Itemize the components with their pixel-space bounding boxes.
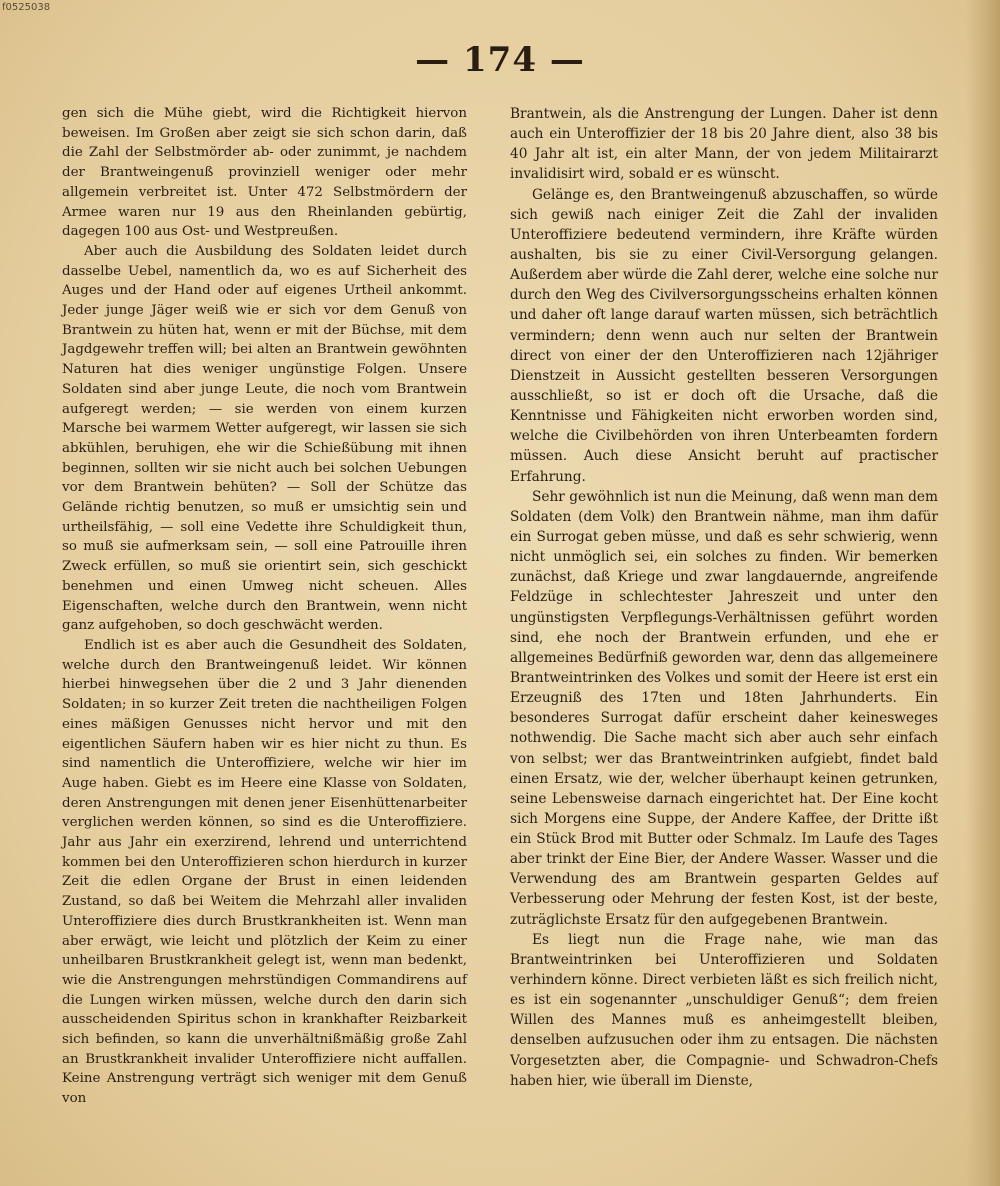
paragraph: Brantwein, als die Anstrengung der Lungen. Daher ist denn auch ein Unteroffizier der 18 bis 20 Jahre dient, also 38 bis 40 Jahr alt ist, ein alter Mann, der von jedem Militairarzt invalidisirt wird, sobald er es wünscht.	[510, 106, 938, 183]
scan-id-label: f0525038	[2, 2, 51, 13]
paragraph: Aber auch die Ausbildung des Soldaten leidet durch dasselbe Uebel, namentlich da, wo es auf Sicherheit des Auges und der Hand oder auf eigenes Urtheil ankommt. Jeder junge Jäger weiß wie er sich vor dem Genuß von Brantwein zu hüten hat, wenn er mit der Büchse, mit dem Jagdgewehr treffen will; bei alten an Brantwein gewöhnten Naturen hat dies weniger ungünstige Folgen. Unsere Soldaten sind aber junge Leute, die noch vom Brantwein aufgeregt werden; — sie werden von einem kurzen Marsche bei warmem Wetter aufgeregt, wir lassen sie sich abkühlen, beruhigen, ehe wir die Schießübung mit ihnen beginnen, sollten wir sie nicht auch bei solchen Uebungen vor dem Brantwein behüten? — Soll der Schütze das Gelände richtig benutzen, so muß er umsichtig sein und urtheilsfähig, — soll eine Vedette ihre Schuldigkeit thun, so muß sie aufmerksam sein, — soll eine Patrouille ihren Zweck erfüllen, so muß sie orientirt sein, sich geschickt benehmen und einen Umweg nicht scheuen. Alles Eigenschaften, welche durch den Brantwein, wenn nicht ganz aufgehoben, so doch geschwächt werden.	[62, 243, 467, 634]
page-number: — 174 —	[415, 40, 585, 80]
page-edge-shadow	[966, 0, 1000, 1186]
paragraph: Es liegt nun die Frage nahe, wie man das Brantweintrinken bei Unteroffizieren und Soldaten verhindern könne. Direct verbieten läßt es sich freilich nicht, es ist ein sogenannter „unschuldiger Genuß“; dem freien Willen des Mannes muß es anheimgestellt bleiben, denselben aufzusuchen oder ihm zu entsagen. Die nächsten Vorgesetzten aber, die Compagnie- und Schwadron-Chefs haben hier, wie überall im Dienste,	[510, 931, 938, 1089]
paragraph: Endlich ist es aber auch die Gesundheit des Soldaten, welche durch den Brantweingenuß leidet. Wir können hierbei hinwegsehen über die 2 und 3 Jahr dienenden Soldaten; in so kurzer Zeit treten die nachtheiligen Folgen eines mäßigen Genusses nicht hervor und mit den eigentlichen Säufern haben wir es hier nicht zu thun. Es sind namentlich die Unteroffiziere, welche wir hier im Auge haben. Giebt es im Heere eine Klasse von Soldaten, deren Anstrengungen mit denen jener Eisenhüttenarbeiter verglichen werden können, so sind es die Unteroffiziere. Jahr aus Jahr ein exerzirend, lehrend und unterrichtend kommen bei den Unteroffizieren schon hierdurch in kurzer Zeit die edlen Organe der Brust in einen leidenden Zustand, so daß bei Weitem die Mehrzahl aller invaliden Unteroffiziere dies durch Brustkrankheiten ist. Wenn man aber erwägt, wie leicht und plötzlich der Keim zu einer unheilbaren Brustkrankheit gelegt ist, wenn man bedenkt, wie die Anstrengungen mehrstündigen Commandirens auf die Lungen wirken müssen, welche durch den darin sich ausscheidenden Spiritus schon in krankhafter Reizbarkeit sich befinden, so kann die unverhältnißmäßig große Zahl an Brustkrankheit invalider Unteroffiziere nicht auffallen. Keine Anstrengung verträgt sich weniger mit dem Genuß von	[62, 637, 467, 1107]
paragraph: gen sich die Mühe giebt, wird die Richtigkeit hiervon beweisen. Im Großen aber zeigt sie sich schon darin, daß die Zahl der Selbstmörder ab- oder zunimmt, je nachdem der Brantweingenuß provinziell weniger oder mehr allgemein verbreitet ist. Unter 472 Selbstmördern der Armee waren nur 19 aus den Rheinlanden gebürtig, dagegen 100 aus Ost- und Westpreußen.	[62, 106, 467, 240]
paragraph: Sehr gewöhnlich ist nun die Meinung, daß wenn man dem Soldaten (dem Volk) den Brantwein nähme, man ihm dafür ein Surrogat geben müsse, und daß es sehr schwierig, wenn nicht unmöglich sei, ein solches zu finden. Wir bemerken zunächst, daß Kriege und zwar langdauernde, angreifende Feldzüge in schlechtester Jahreszeit und unter den ungünstigsten Verpflegungs-Verhältnissen geführt worden sind, ehe noch der Brantwein erfunden, und ehe er allgemeines Bedürfniß geworden war, denn das allgemeinere Brantweintrinken des Volkes und somit der Heere ist erst ein Erzeugniß des 17ten und 18ten Jahrhunderts. Ein besonderes Surrogat dafür erscheint daher keinesweges nothwendig. Die Sache macht sich aber auch sehr einfach von selbst; wer das Brantweintrinken aufgiebt, findet bald einen Ersatz, wie der, welcher überhaupt keinen getrunken, seine Lebensweise darnach eingerichtet hat. Der Eine kocht sich Morgens eine Suppe, der Andere Kaffee, der Dritte ißt ein Stück Brod mit Butter oder Schmalz. Im Laufe des Tages aber trinkt der Eine Bier, der Andere Wasser. Wasser und die Verwendung des am Brantwein gesparten Geldes auf Verbesserung oder Mehrung der festen Kost, ist der beste, zuträglichste Ersatz für den aufgegebenen Brantwein.	[510, 488, 938, 928]
right-column	[510, 104, 938, 1091]
left-column	[62, 104, 467, 1109]
paragraph: Gelänge es, den Brantweingenuß abzuschaffen, so würde sich gewiß nach einiger Zeit die Zahl der invaliden Unteroffiziere bedeutend vermindern, ihre Kräfte würden aushalten, bis sie zu einer Civil-Versorgung gelangen. Außerdem aber würde die Zahl derer, welche eine solche nur durch den Weg des Civilversorgungsscheins erhalten können und daher oft lange darauf warten müssen, sich beträchtlich vermindern; denn wenn auch nur selten der Brantwein direct von einer der den Unteroffizieren nach 12jähriger Dienstzeit in Aussicht gestellten besseren Versorgungen ausschließt, so ist er doch oft die Ursache, daß die Kenntnisse und Fähigkeiten nicht erworben worden sind, welche die Civilbehörden von ihren Unterbeamten fordern müssen. Auch diese Ansicht beruht auf practischer Erfahrung.	[510, 186, 938, 485]
